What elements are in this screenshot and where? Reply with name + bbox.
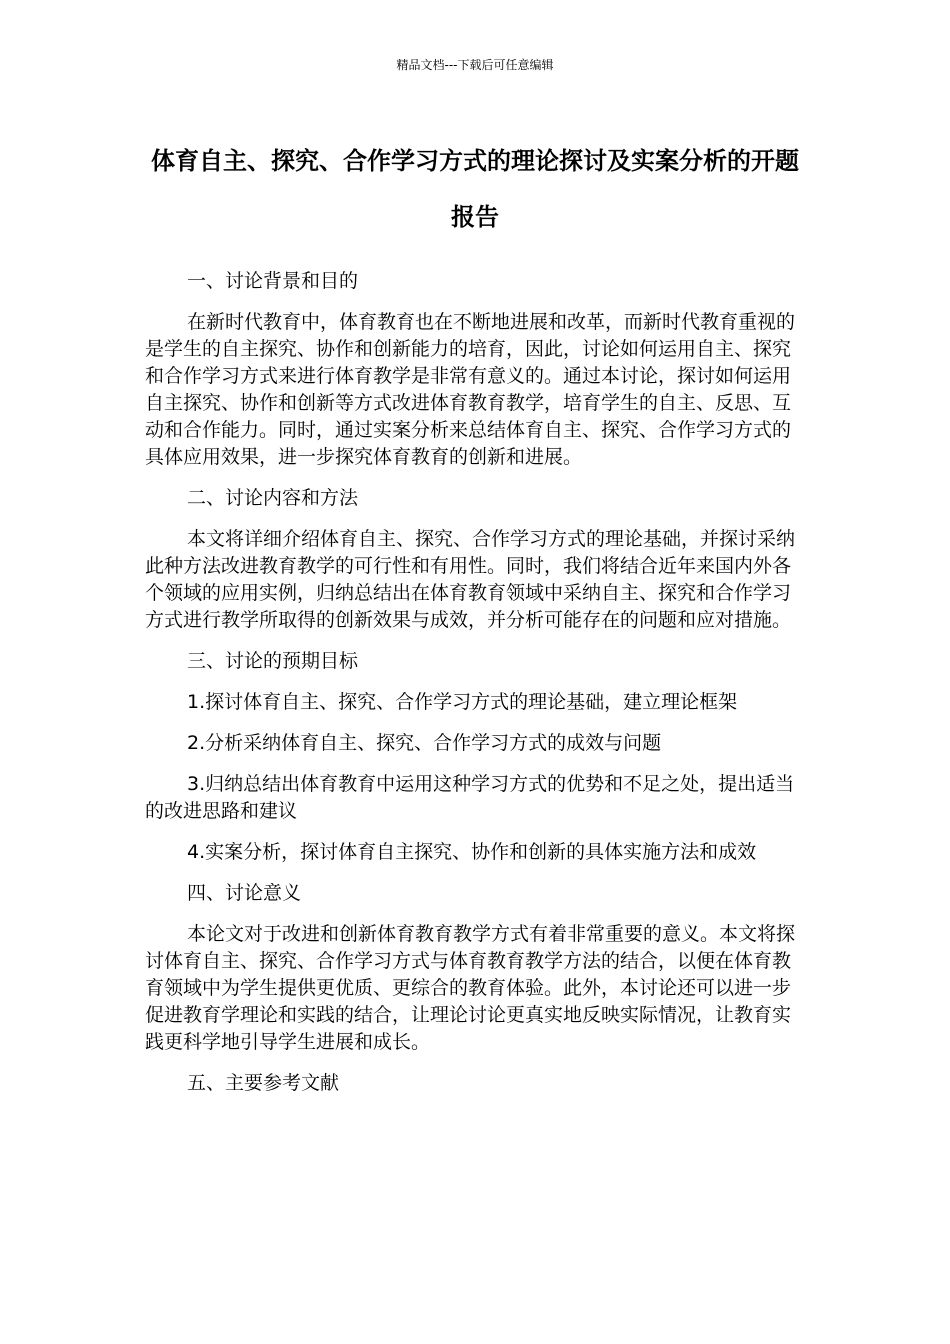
- page-header-note: 精品文档---下载后可任意编辑: [396, 58, 554, 72]
- paragraph-content-method: 本文将详细介绍体育自主、探究、合作学习方式的理论基础，并探讨采纳此种方法改进教育教学的可行性和有用性。同时，我们将结合近年来国内外各个领域的应用实例，归纳总结出在体育教育领域中采纳自主、探究和合作学习方式进行教学所取得的创新效果与成效，并分析可能存在的问题和应对措施。: [145, 528, 796, 631]
- paragraph-significance: 本论文对于改进和创新体育教育教学方式有着非常重要的意义。本文将探讨体育自主、探究、合作学习方式与体育教育教学方法的结合，以便在体育教育领域中为学生提供更优质、更综合的教育体验。此外，本讨论还可以进一步促进教育学理论和实践的结合，让理论讨论更真实地反映实际情况，让教育实践更科学地引导学生进展和成长。: [145, 923, 796, 1053]
- document-title: 体育自主、探究、合作学习方式的理论探讨及实案分析的开题报告: [151, 147, 799, 231]
- goal-item-4: 4.实案分析，探讨体育自主探究、协作和创新的具体实施方法和成效: [187, 841, 757, 863]
- section-heading-background: 一、讨论背景和目的: [187, 270, 359, 292]
- section-heading-content-method: 二、讨论内容和方法: [187, 487, 359, 509]
- goal-item-2: 2.分析采纳体育自主、探究、合作学习方式的成效与问题: [187, 732, 662, 754]
- goal-item-1: 1.探讨体育自主、探究、合作学习方式的理论基础，建立理论框架: [187, 691, 738, 713]
- document-body: [145, 268, 795, 1111]
- section-heading-goals: 三、讨论的预期目标: [187, 650, 359, 672]
- section-heading-references: 五、主要参考文献: [187, 1072, 340, 1094]
- goal-item-3: 3.归纳总结出体育教育中运用这种学习方式的优势和不足之处，提出适当的改进思路和建议: [145, 773, 795, 822]
- paragraph-background: 在新时代教育中，体育教育也在不断地进展和改革，而新时代教育重视的是学生的自主探究、协作和创新能力的培育，因此，讨论如何运用自主、探究和合作学习方式来进行体育教学是非常有意义的。通过本讨论，探讨如何运用自主探究、协作和创新等方式改进体育教育教学，培育学生的自主、反思、互动和合作能力。同时，通过实案分析来总结体育自主、探究、合作学习方式的具体应用效果，进一步探究体育教育的创新和进展。: [145, 311, 796, 468]
- section-heading-significance: 四、讨论意义: [187, 882, 302, 904]
